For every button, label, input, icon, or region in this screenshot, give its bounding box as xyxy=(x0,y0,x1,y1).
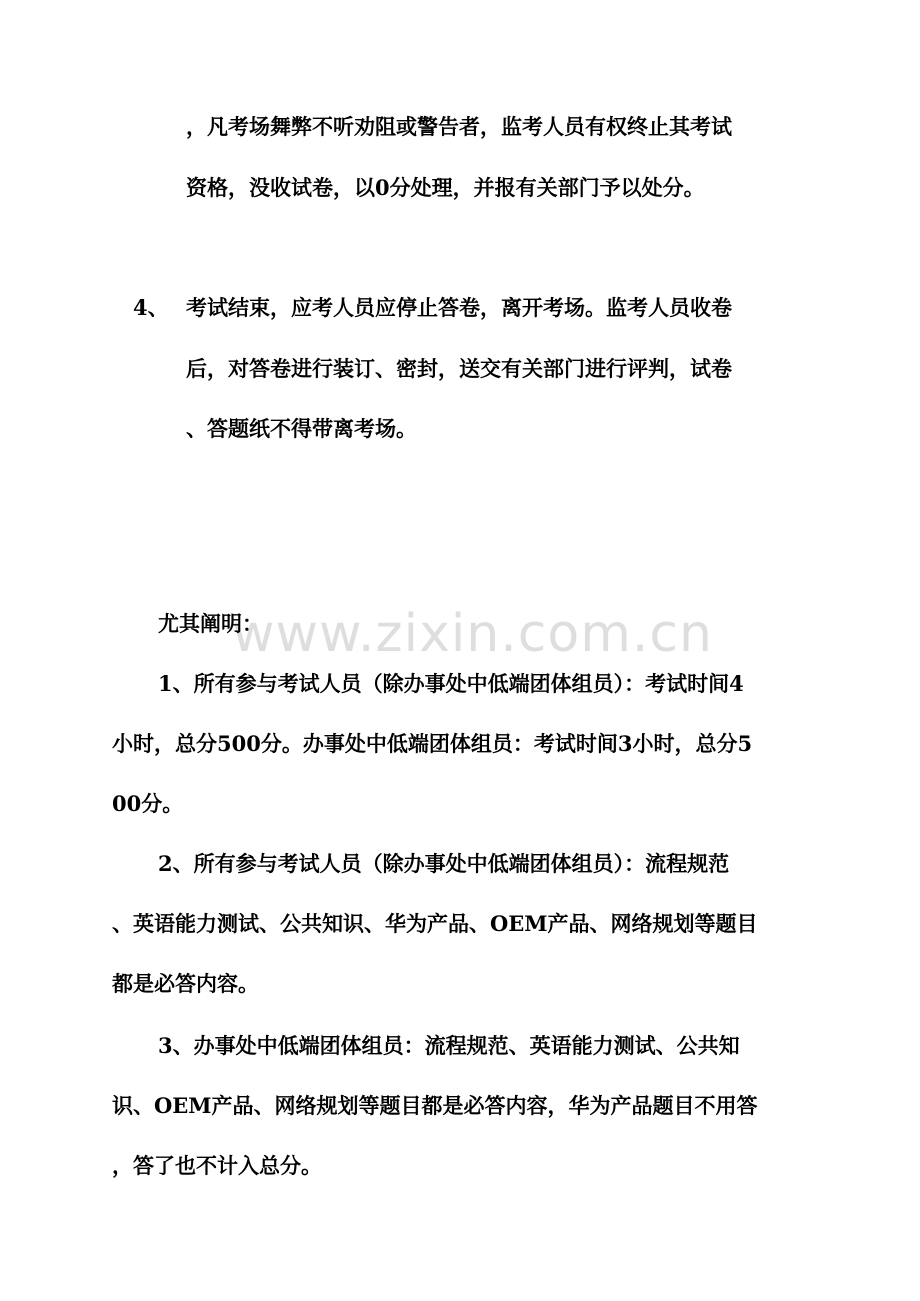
text-line: 3、办事处中低端团体组员：流程规范、英语能力测试、公共知 xyxy=(158,1033,740,1058)
text-line: 00分。 xyxy=(112,791,184,816)
text-line: 后，对答卷进行装订、密封，送交有关部门进行评判，试卷 xyxy=(186,356,732,381)
text-line: 识、OEM产品、网络规划等题目都是必答内容，华为产品题目不用答 xyxy=(112,1093,758,1118)
text-line: 考试结束，应考人员应停止答卷，离开考场。监考人员收卷 xyxy=(186,295,732,320)
text-line: 都是必答内容。 xyxy=(112,971,259,996)
section-heading: 尤其阐明： xyxy=(158,611,263,636)
text-line: 、英语能力测试、公共知识、华为产品、OEM产品、网络规划等题目 xyxy=(112,911,758,936)
text-line: 小时，总分500分。办事处中低端团体组员：考试时间3小时，总分5 xyxy=(112,731,753,756)
watermark: www.zixin.com.cn xyxy=(232,604,713,664)
text-line: 1、所有参与考试人员（除办事处中低端团体组员）：考试时间4 xyxy=(158,671,744,696)
text-line: 资格，没收试卷，以0分处理，并报有关部门予以处分。 xyxy=(186,175,705,200)
text-line: 、答题纸不得带离考场。 xyxy=(186,416,417,441)
list-number: 4、 xyxy=(133,295,169,320)
text-line: ，答了也不计入总分。 xyxy=(112,1153,322,1178)
text-line: ，凡考场舞弊不听劝阻或警告者，监考人员有权终止其考试 xyxy=(186,114,732,139)
text-line: 2、所有参与考试人员（除办事处中低端团体组员）：流程规范 xyxy=(158,851,730,876)
